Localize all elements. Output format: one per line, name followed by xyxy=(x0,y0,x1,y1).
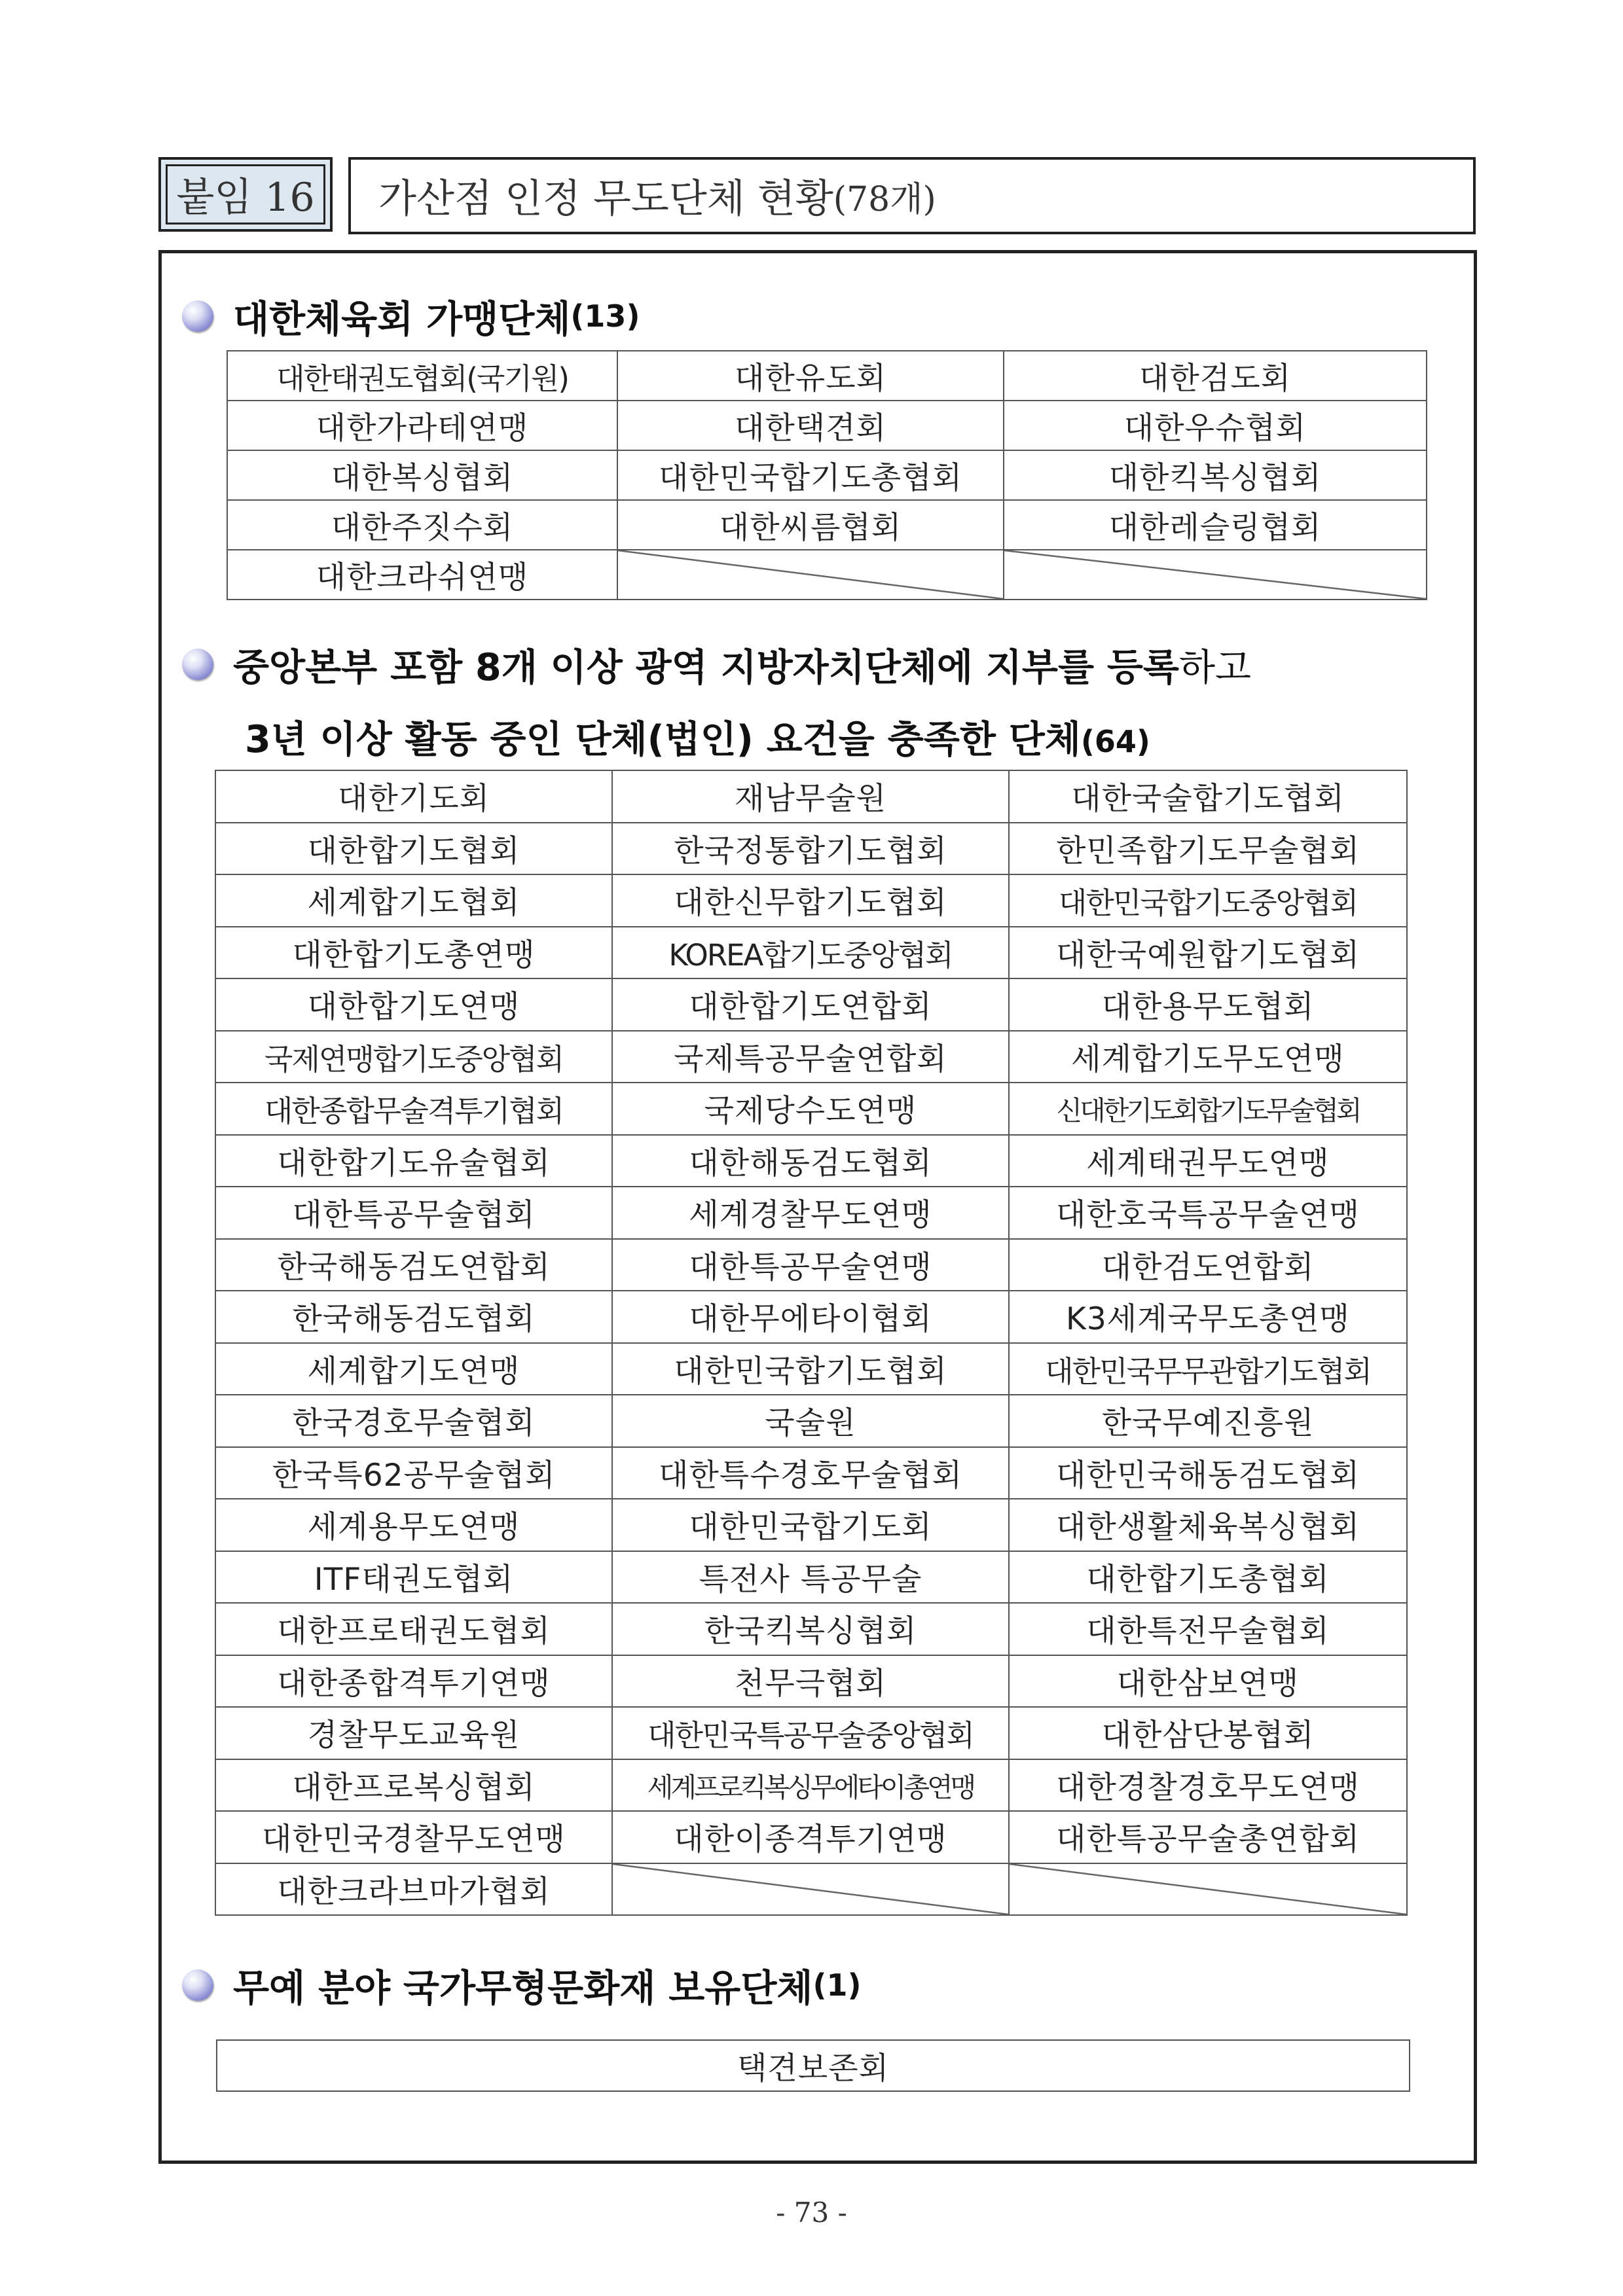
bullet-icon xyxy=(182,1969,213,2001)
org-name-cell: 대한합기도연합회 xyxy=(612,978,1009,1031)
org-name-cell: 국제특공무술연합회 xyxy=(612,1031,1009,1083)
org-name-cell: 대한경찰경호무도연맹 xyxy=(1009,1759,1407,1812)
section3-table xyxy=(216,2039,1410,2092)
org-name-cell: 세계합기도협회 xyxy=(215,874,612,927)
bullet-icon xyxy=(182,649,213,680)
org-name-cell: 대한프로복싱협회 xyxy=(215,1759,612,1812)
org-name-cell: 세계용무도연맹 xyxy=(215,1499,612,1551)
table-row xyxy=(227,550,1427,600)
org-name-cell: 대한크라브마가협회 xyxy=(215,1863,612,1916)
org-name-cell: 대한유도회 xyxy=(617,351,1004,401)
org-name-cell: 대한무에타이협회 xyxy=(612,1291,1009,1343)
org-name-cell: 대한택견회 xyxy=(617,401,1004,450)
org-name-cell: 한국경호무술협회 xyxy=(215,1395,612,1447)
table-row xyxy=(215,1759,1407,1812)
section2-title-line1: 중앙본부 포함 8개 이상 광역 지방자치단체에 지부를 등록 xyxy=(233,646,1179,689)
table-row xyxy=(215,1343,1407,1395)
org-name-cell: 세계프로킥복싱무에타이총연맹 xyxy=(612,1759,1009,1812)
table-row xyxy=(215,1395,1407,1447)
table-row xyxy=(215,978,1407,1031)
org-name-cell: 경찰무도교육원 xyxy=(215,1707,612,1759)
table-row xyxy=(215,1811,1407,1863)
org-name-cell: 대한검도회 xyxy=(1004,351,1427,401)
empty-cell xyxy=(1004,550,1427,600)
org-name-cell: 대한태권도협회(국기원) xyxy=(227,351,617,401)
org-name-cell: 대한종합격투기연맹 xyxy=(215,1655,612,1708)
attachment-label: 붙임 16 xyxy=(158,157,333,232)
org-name-cell: 대한국예원합기도협회 xyxy=(1009,927,1407,979)
org-name-cell: 대한특공무술연맹 xyxy=(612,1239,1009,1291)
org-name-cell: 대한종합무술격투기협회 xyxy=(215,1083,612,1135)
section1-title: 대한체육회 가맹단체 xyxy=(233,298,571,341)
org-name-cell: 대한크라쉬연맹 xyxy=(227,550,617,600)
org-name-cell: 대한민국특공무술중앙협회 xyxy=(612,1707,1009,1759)
bullet-icon xyxy=(182,300,213,332)
org-name-cell: 대한해동검도협회 xyxy=(612,1135,1009,1187)
page-number: - 73 - xyxy=(776,2197,847,2229)
table-row xyxy=(227,450,1427,500)
section1-count: (13) xyxy=(570,298,640,334)
section2-count: (64) xyxy=(1080,724,1150,759)
org-name-cell: 대한호국특공무술연맹 xyxy=(1009,1187,1407,1239)
org-name-cell: 국제당수도연맹 xyxy=(612,1083,1009,1135)
section2-title-line2b: 요건을 충족한 단체 xyxy=(753,718,1081,761)
org-name-cell: 대한레슬링협회 xyxy=(1004,500,1427,550)
empty-cell xyxy=(617,550,1004,600)
org-name-cell: 대한킥복싱협회 xyxy=(1004,450,1427,500)
table-row xyxy=(227,351,1427,401)
table-row xyxy=(217,2040,1410,2091)
page-title-text: 가산점 인정 무도단체 현황 xyxy=(378,176,833,222)
table-row xyxy=(215,1447,1407,1499)
table-row xyxy=(215,1551,1407,1604)
section2-title-line2a: 3년 이상 활동 중인 단체 xyxy=(245,718,647,761)
org-name-cell: 신대한기도회합기도무술협회 xyxy=(1009,1083,1407,1135)
table-row xyxy=(215,1603,1407,1655)
org-name-cell: 한국무예진흥원 xyxy=(1009,1395,1407,1447)
org-name-cell: 대한가라테연맹 xyxy=(227,401,617,450)
table-row xyxy=(215,1655,1407,1708)
table-row xyxy=(215,1031,1407,1083)
section1-table xyxy=(227,350,1427,600)
table-row xyxy=(215,1083,1407,1135)
org-name-cell: 국제연맹합기도중앙협회 xyxy=(215,1031,612,1083)
org-name-cell: 대한민국경찰무도연맹 xyxy=(215,1811,612,1863)
org-name-cell: 대한합기도유술협회 xyxy=(215,1135,612,1187)
org-name-cell: 세계태권무도연맹 xyxy=(1009,1135,1407,1187)
org-name-cell: 대한특전무술협회 xyxy=(1009,1603,1407,1655)
org-name-cell: 세계합기도연맹 xyxy=(215,1343,612,1395)
table-row xyxy=(215,823,1407,875)
section1-heading xyxy=(182,293,640,339)
table-row xyxy=(215,1707,1407,1759)
org-name-cell: 대한민국무무관합기도협회 xyxy=(1009,1343,1407,1395)
org-name-cell: 대한국술합기도협회 xyxy=(1009,770,1407,823)
table-row xyxy=(215,1291,1407,1343)
org-name-cell: 대한신무합기도협회 xyxy=(612,874,1009,927)
org-name-cell: 대한합기도협회 xyxy=(215,823,612,875)
org-name-cell: 대한합기도총협회 xyxy=(1009,1551,1407,1604)
org-name-cell: 특전사 특공무술 xyxy=(612,1551,1009,1604)
org-name-cell: 세계경찰무도연맹 xyxy=(612,1187,1009,1239)
section2-heading-line2 xyxy=(245,709,1150,763)
org-name-cell: 대한특공무술총연합회 xyxy=(1009,1811,1407,1863)
org-name-cell: 한국특62공무술협회 xyxy=(215,1447,612,1499)
section2-title-line1-tail: 하고 xyxy=(1179,646,1252,689)
section2-heading xyxy=(182,641,1251,687)
org-name-cell: 한국해동검도연합회 xyxy=(215,1239,612,1291)
table-row xyxy=(215,1187,1407,1239)
org-name-cell: ITF태권도협회 xyxy=(215,1551,612,1604)
org-name-cell: 대한검도연합회 xyxy=(1009,1239,1407,1291)
section3-heading xyxy=(182,1962,862,2008)
org-name-cell: 대한삼보연맹 xyxy=(1009,1655,1407,1708)
section2-title-paren: (법인) xyxy=(647,718,754,761)
table-row xyxy=(215,1499,1407,1551)
org-name-cell: K3세계국무도총연맹 xyxy=(1009,1291,1407,1343)
section3-title: 무예 분야 국가무형문화재 보유단체 xyxy=(233,1967,813,2010)
section2-table xyxy=(215,770,1408,1916)
empty-cell xyxy=(1009,1863,1407,1916)
org-name-cell: 대한민국합기도총협회 xyxy=(617,450,1004,500)
org-name-cell: 대한삼단봉협회 xyxy=(1009,1707,1407,1759)
org-name-cell: 대한생활체육복싱협회 xyxy=(1009,1499,1407,1551)
org-name-cell: 천무극협회 xyxy=(612,1655,1009,1708)
org-name-cell: 국술원 xyxy=(612,1395,1009,1447)
empty-cell xyxy=(612,1863,1009,1916)
page-title xyxy=(348,157,1476,234)
org-name-cell: 한민족합기도무술협회 xyxy=(1009,823,1407,875)
org-name-cell: 대한합기도연맹 xyxy=(215,978,612,1031)
org-name-cell: 대한기도회 xyxy=(215,770,612,823)
org-name-cell: 대한합기도총연맹 xyxy=(215,927,612,979)
org-name-cell: 대한프로태권도협회 xyxy=(215,1603,612,1655)
org-name-cell: 재남무술원 xyxy=(612,770,1009,823)
org-name-cell: 한국해동검도협회 xyxy=(215,1291,612,1343)
org-name-cell: 택견보존회 xyxy=(217,2040,1410,2091)
org-name-cell: 대한민국합기도회 xyxy=(612,1499,1009,1551)
table-row xyxy=(215,1863,1407,1916)
table-row xyxy=(227,401,1427,450)
table-row xyxy=(215,770,1407,823)
org-name-cell: 대한민국합기도협회 xyxy=(612,1343,1009,1395)
section3-count: (1) xyxy=(812,1967,862,2003)
org-name-cell: 대한특수경호무술협회 xyxy=(612,1447,1009,1499)
org-name-cell: 대한주짓수회 xyxy=(227,500,617,550)
org-name-cell: 한국킥복싱협회 xyxy=(612,1603,1009,1655)
org-name-cell: 대한특공무술협회 xyxy=(215,1187,612,1239)
org-name-cell: 대한민국해동검도협회 xyxy=(1009,1447,1407,1499)
org-name-cell: 대한우슈협회 xyxy=(1004,401,1427,450)
table-row xyxy=(227,500,1427,550)
page-title-count: (78개) xyxy=(833,179,936,219)
org-name-cell: KOREA합기도중앙협회 xyxy=(612,927,1009,979)
table-row xyxy=(215,927,1407,979)
org-name-cell: 대한용무도협회 xyxy=(1009,978,1407,1031)
org-name-cell: 대한씨름협회 xyxy=(617,500,1004,550)
org-name-cell: 대한복싱협회 xyxy=(227,450,617,500)
org-name-cell: 한국정통합기도협회 xyxy=(612,823,1009,875)
org-name-cell: 대한이종격투기연맹 xyxy=(612,1811,1009,1863)
table-row xyxy=(215,1135,1407,1187)
org-name-cell: 세계합기도무도연맹 xyxy=(1009,1031,1407,1083)
org-name-cell: 대한민국합기도중앙협회 xyxy=(1009,874,1407,927)
table-row xyxy=(215,874,1407,927)
table-row xyxy=(215,1239,1407,1291)
